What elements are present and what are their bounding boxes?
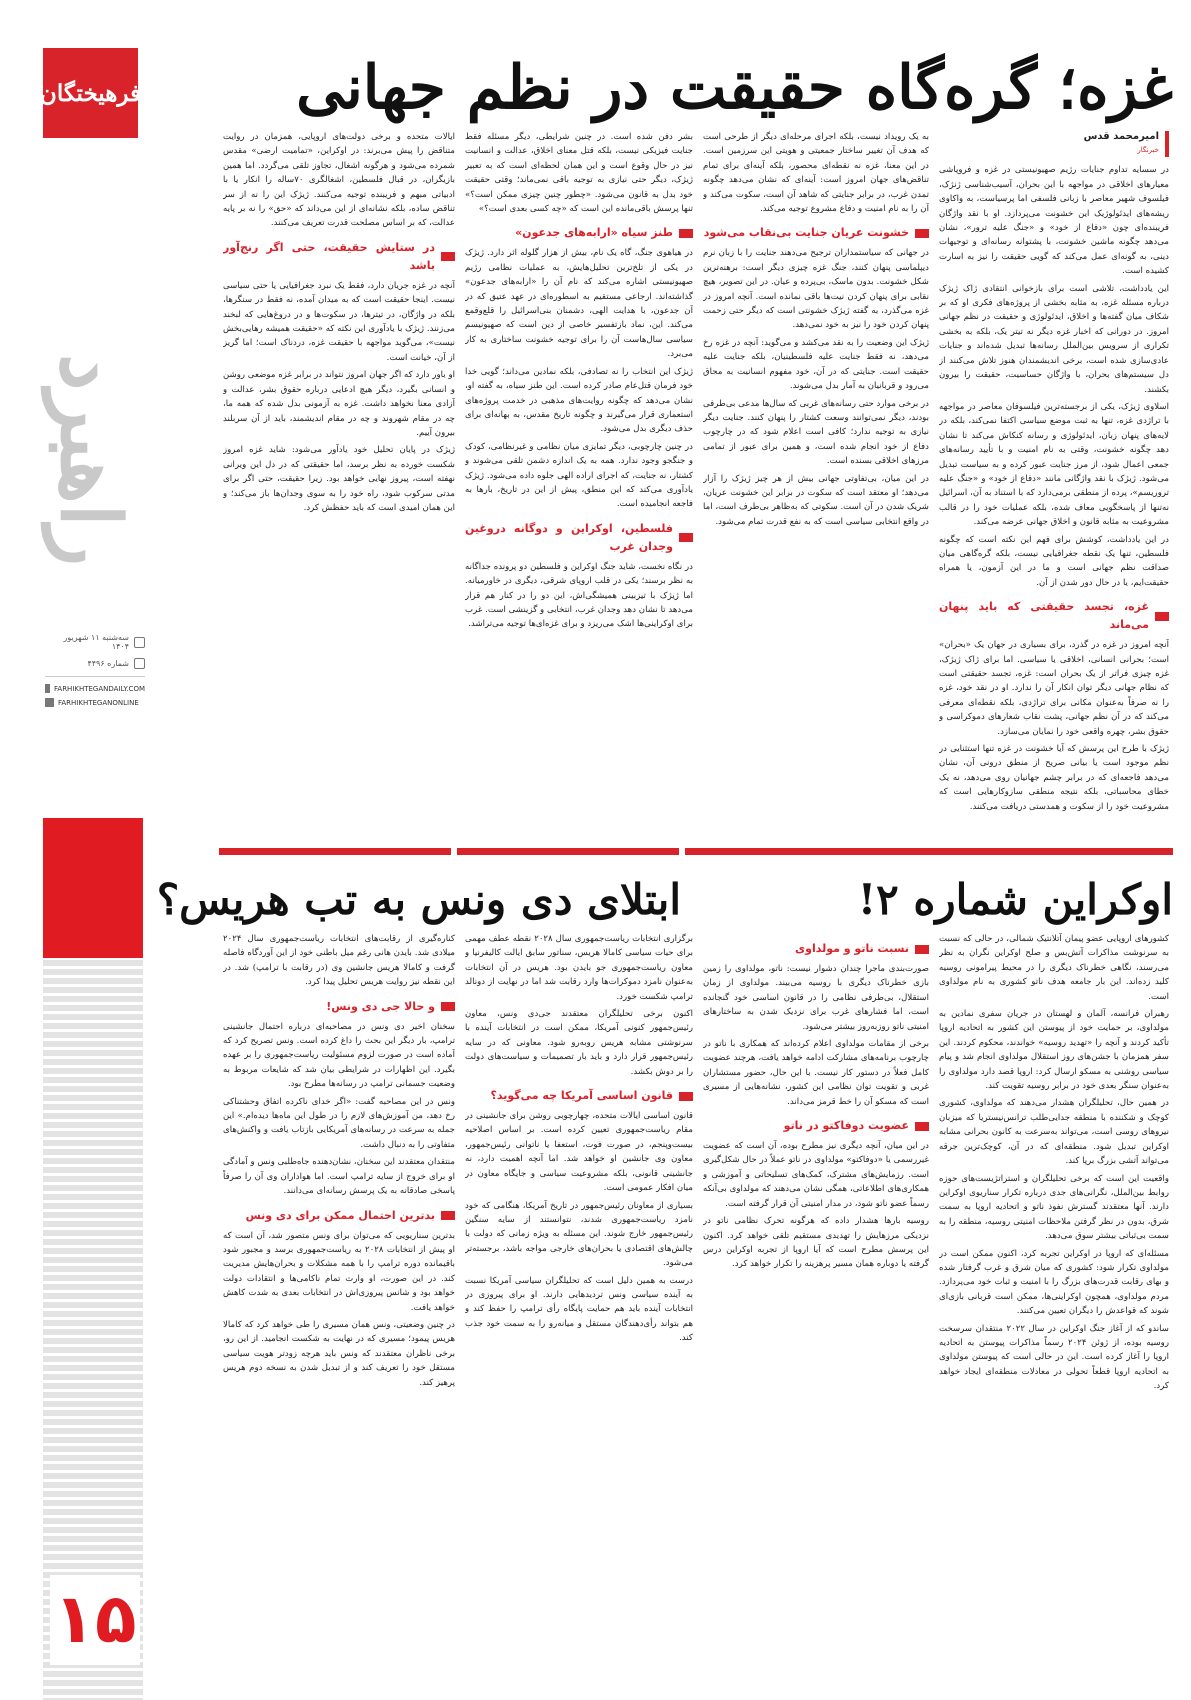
website-link[interactable]: FARHIKHTEGANDAILY.COM [54, 684, 145, 693]
author-byline [939, 130, 1169, 157]
issue-meta [45, 633, 145, 712]
issue-number: شماره ۴۴۹۶ [87, 659, 129, 668]
subheading: طنز سیاه «ارابه‌های جدعون» [465, 224, 693, 242]
paragraph: ونس در این مصاحبه گفت: «اگر خدای ناکرده اتفاق وحشتناکی رخ دهد، من آموزش‌های لازم را در طول این ماه‌ها دیده‌ام.» این جمله به سرعت در رسانه‌های آمریکایی بازتاب یافت و واکنش‌های متفاوتی را به دنبال داشت. [223, 1096, 455, 1150]
paragraph: او باور دارد که اگر جهان امروز نتواند در برابر غزه موضعی روشن و انسانی بگیرد، دیگر هیچ ادعایی درباره حقوق بشر، عدالت و آزادی معنا نخواهد داشت. غزه به آزمونی بدل شده که همه ما، چه در مقام شهروند و چه در مقام اندیشمند، باید از آن سربلند بیرون آییم. [223, 370, 455, 438]
issue-row [45, 658, 145, 669]
subheading: فلسطین، اوکراین و دوگانه دروغین وجدان غرب [465, 520, 693, 556]
paragraph: بسیاری از معاونان رئیس‌جمهور در تاریخ آمریکا، هنگامی که خود نامزد ریاست‌جمهوری شدند، نتوانستند از سایه سنگین رئیس‌جمهور خارج شوند. این مسئله به ویژه زمانی که دولت با چالش‌های اقتصادی یا بحران‌های خارجی مواجه باشد، برجسته‌تر می‌شود. [465, 1200, 693, 1269]
paragraph: منتقدان معتقدند این سخنان، نشان‌دهنده جاه‌طلبی ونس و آمادگی او برای خروج از سایه ترامپ است. اما هواداران وی آن را صرفاً پاسخی صادقانه به یک پرسش رسانه‌ای می‌دانند. [223, 1157, 455, 1197]
paragraph: در جهانی که سیاستمداران ترجیح می‌دهند جنایت را با زبان نرم دیپلماسی پنهان کنند، جنگ غزه چیزی دیگر است: برهنه‌ترین شکل خشونت. بدون ماسک، بی‌پرده و عیان. در این تصویر، هیچ نقابی برای پنهان کردن نیت‌ها باقی نمانده است. آنچه امروز در غزه می‌گذرد، به گفته ژیژک خشونتی است که دیگر حتی زحمت پنهان کردن خود را نیز به خود نمی‌دهد. [703, 248, 929, 331]
section-rule [219, 848, 451, 855]
issue-date: سه‌شنبه ۱۱ شهریور ۱۴۰۴ [63, 633, 129, 651]
paragraph: در همین حال، تحلیلگران هشدار می‌دهند که مولداوی، کشوری کوچک و شکننده با منطقه جدایی‌طلب ترانس‌نیستریا که میزبان نیروهای روسی است، می‌تواند به‌سرعت به کانون بحرانی مشابه اوکراین تبدیل شود. منطقه‌ای که در آن، کوچک‌ترین جرقه می‌تواند آتشی بزرگ برپا کند. [939, 1098, 1169, 1167]
paragraph: اکنون برخی تحلیلگران معتقدند جی‌دی ونس، معاون رئیس‌جمهور کنونی آمریکا، ممکن است در انتخابات آینده با سرنوشتی مشابه هریس روبه‌رو شود. معاونی که در سایه رئیس‌جمهور قرار دارد و باید بار تصمیمات و سیاست‌های دولت را بر دوش بکشد. [465, 1009, 693, 1077]
paragraph: در چنین چارچوبی، دیگر تمایزی میان نظامی و غیرنظامی، کودک و جنگجو وجود ندارد. همه به یک اندازه دشمن تلقی می‌شوند و کشتار، نه جنایت، که اجرای اراده الهی جلوه داده می‌شود. ژیژک یادآوری می‌کند که این منطق، پیش از این در تاریخ، بارها به فاجعه انجامیده است. [465, 441, 693, 510]
paragraph: روسیه بارها هشدار داده که هرگونه تحرک نظامی ناتو در نزدیکی مرزهایش را تهدیدی مستقیم تلقی خواهد کرد. اکنون این پرسش مطرح است که آیا اروپا از تجربه اوکراین درس گرفته یا دوباره همان مسیر پرهزینه را تکرار خواهد کرد. [703, 1216, 929, 1270]
lead-column-2 [703, 130, 929, 838]
subheading: خشونت عریان جنایت بی‌نقاب می‌شود [703, 224, 929, 242]
social-icon [45, 698, 54, 707]
paragraph: آنچه در غزه جریان دارد، فقط یک نبرد جغرافیایی یا حتی سیاسی نیست. اینجا حقیقت است که به میدان آمده، نه فقط در سنگرها، بلکه در واژگان، در تیترها، در سکوت‌ها و در دروغ‌هایی که لبخند می‌زنند. ژیژک با یادآوری این نکته که «حقیقت همیشه رهایی‌بخش نیست»، می‌گوید مواجهه با حقیقت غزه، دردناک است؛ اما گریز از آن، خیانت است. [223, 280, 455, 363]
story3-column-2 [223, 932, 455, 1684]
paragraph: صورت‌بندی ماجرا چندان دشوار نیست: ناتو، مولداوی را زمین بازی خطرناک دیگری با روسیه می‌بیند. مولداوی از زمان استقلال، بی‌طرفی نظامی را در قانون اساسی خود گنجانده است، اما فشارهای غرب برای نزدیک شدن به ساختارهای امنیتی ناتو روزبه‌روز بیشتر می‌شود. [703, 964, 929, 1032]
date-row [45, 633, 145, 651]
subheading: بدترین احتمال ممکن برای دی ونس [223, 1207, 455, 1225]
paragraph: ژیژک این انتخاب را نه تصادفی، بلکه نمادین می‌داند؛ گویی خدا خود فرمان قتل‌عام صادر کرده است. این طنز سیاه، به گفته او، نشان می‌دهد که چگونه روایت‌های مذهبی در خدمت پروژه‌های استعماری قرار می‌گیرند و چگونه تاریخ مقدس، به بهانه‌ای برای حذف دیگری بدل می‌شود. [465, 366, 693, 435]
story3-column-1 [465, 932, 693, 1684]
author-role: خبرنگار [1137, 146, 1159, 154]
subheading: غزه، تجسد حقیقتی که باید پنهان می‌ماند [939, 598, 1169, 634]
website-row[interactable] [45, 684, 145, 693]
social-row[interactable] [45, 698, 145, 707]
calendar-icon [134, 637, 145, 648]
subheading: عضویت دوفاکتو در ناتو [703, 1117, 929, 1135]
paragraph: آنچه امروز در غزه در گذرد، برای بسیاری در جهان یک «بحران» است؛ بحرانی انسانی، اخلاقی یا سیاسی. اما برای ژاک ژیژک، غزه چیزی فراتر از یک بحران است: غزه، تجسد حقیقتی است که نظام جهانی دیگر توان انکار آن را ندارد. او در نقد خود، غزه را نه صرفاً به‌عنوان مکانی برای تراژدی، بلکه نقطه‌ای معرفی می‌کند که در آن نظم جهانی، پشت نقاب شعارهای دموکراسی و حقوق بشر، چهره واقعی خود را نمایان می‌سازد. [939, 640, 1169, 737]
paragraph: قانون اساسی ایالات متحده، چهارچوبی روشن برای جانشینی در مقام ریاست‌جمهوری تعیین کرده است. بر اساس اصلاحیه بیست‌وپنجم، در صورت فوت، استعفا یا ناتوانی رئیس‌جمهور، معاون وی جانشین او خواهد شد. اما آنچه اهمیت دارد، نه جانشینی قانونی، بلکه مشروعیت سیاسی و جایگاه معاون در میان افکار عمومی است. [465, 1111, 693, 1194]
globe-icon [45, 684, 50, 693]
paragraph: برگزاری انتخابات ریاست‌جمهوری سال ۲۰۲۸ نقطه عطف مهمی برای حیات سیاسی کامالا هریس، سناتور سابق ایالت کالیفرنیا و معاون ریاست‌جمهوری جو بایدن بود. هریس در آن انتخابات به‌عنوان نامزد دموکرات‌ها وارد رقابت شد اما در نهایت از دونالد ترامپ شکست خورد. [465, 934, 693, 1002]
paragraph: درست به همین دلیل است که تحلیلگران سیاسی آمریکا نسبت به آینده سیاسی ونس تردیدهایی دارند. او برای پیروزی در انتخابات آینده باید هم حمایت پایگاه رأی ترامپ را حفظ کند و هم بتواند رأی‌دهندگان مستقل و میانه‌رو را به سمت خود جذب کند. [465, 1275, 693, 1344]
sidebar [0, 0, 155, 1700]
paragraph: در این میان، بی‌تفاوتی جهانی بیش از هر چیز ژیژک را آزار می‌دهد؛ او معتقد است که سکوت در برابر این خشونت عریان، شریک شدن در آن است. سکوتی که به‌ظاهر بی‌طرف است، اما در واقع انتخابی سیاسی است که به نفع قدرت تمام می‌شود. [703, 473, 929, 527]
paragraph: رهبران فرانسه، آلمان و لهستان در جریان سفری نمادین به مولداوی، بر حمایت خود از پیوستن این کشور به اتحادیه اروپا تأکید کردند و آنچه را «تهدید روسیه» خواندند، محکوم کردند. این سفر همزمان با جشن‌های روز استقلال مولداوی انجام شد و پیام سیاسی روشنی به مسکو ارسال کرد: اروپا قصد دارد مولداوی را به‌عنوان سنگر بعدی خود در برابر روسیه تقویت کند. [939, 1009, 1169, 1092]
lead-column-4 [223, 130, 455, 838]
page-number: ۱۵ [50, 1575, 140, 1665]
paragraph: این یادداشت، تلاشی است برای بازخوانی انتقادی ژاک ژیژک درباره مسئله غزه، به‌ مثابه بخشی از پروژه‌های فکری او که بر شکاف میان گفته‌ها و اخلاق، ایدئولوژی و حقیقت در نظم جهانی امروز. در دورانی که اخبار غزه دیگر نه تیتر یک، بلکه به بخشی تکراری از سرویس بین‌الملل رسانه‌ها تبدیل شده‌اند و جنایات عادی‌سازی شده است، برخی اندیشمندان هنوز تلاش می‌کنند از دل سیستم‌های بحران، با واژگان حساسیت، حقیقت را بیرون بکشند. [939, 283, 1169, 395]
paragraph: در برخی موارد حتی رسانه‌های غربی که سال‌ها مدعی بی‌طرفی بودند، دیگر نمی‌توانند وسعت کشتار را پنهان کنند. جنایت دیگر نیازی به توجیه ندارد؛ کافی است اعلام شود که در چارچوب دفاع از خود انجام شده است، و همین برای عبور از تمامی مرزهای اخلاقی بسنده است. [703, 398, 929, 467]
byline-bar [1165, 131, 1169, 157]
social-handle[interactable]: FARHIKHTEGANONLINE [58, 698, 139, 707]
paragraph: ساندو که از آغاز جنگ اوکراین در سال ۲۰۲۲ منتقدان سرسخت روسیه بوده، از ژوئن ۲۰۲۴ رسماً مذاکرات پیوستن به اتحادیه اروپا را آغاز کرده است. این در حالی است که پیوستن مولداوی به اتحادیه اروپا قطعاً تحولی در معادلات منطقه‌ای ایجاد خواهد کرد. [939, 1323, 1169, 1392]
section-rule [457, 848, 679, 855]
lead-column-3 [465, 130, 693, 838]
paragraph: کناره‌گیری از رقابت‌های انتخابات ریاست‌جمهوری سال ۲۰۲۴ میلادی شد. بایدن هانی رغم میل باطنی خود از این آوردگاه فاصله گرفت و کامالا هریس جانشین وی (در رقابت با ترامپ) شد. در این نقطه نیز روایت هریس تحلیل پیدا کرد. [223, 934, 455, 988]
vance-headline: ابتلای دی ونس به تب هریس؟ [156, 875, 681, 924]
red-color-block [43, 818, 143, 958]
paragraph: در چنین وضعیتی، ونس همان مسیری را طی خواهد کرد که کامالا هریس پیمود؛ مسیری که در نهایت به شکست انجامید. از این رو، برخی ناظران معتقدند که ونس باید هرچه زودتر هویت سیاسی مستقل خود را تعریف کند و از تبدیل شدن به نسخه دوم هریس پرهیز کند. [223, 1319, 455, 1388]
paragraph: واقعیت این است که برخی تحلیلگران و استراتژیست‌های حوزه روابط بین‌الملل، نگرانی‌های جدی درباره تکرار سناریوی اوکراین دارند. آنها معتقدند گسترش نفوذ ناتو و اتحادیه اروپا به سمت شرق، بدون در نظر گرفتن ملاحظات امنیتی روسیه، منطقه را به سمت بی‌ثباتی بیشتر سوق می‌دهد. [939, 1173, 1169, 1242]
subheading: و حالا جی دی ونس! [223, 998, 455, 1016]
story2-column-2 [703, 932, 929, 1684]
paragraph: برخی از مقامات مولداوی اعلام کرده‌اند که همکاری با ناتو در چارچوب برنامه‌های مشارکت ادامه خواهد یافت، هرچند عضویت کامل فعلاً در دستور کار نیست. با این حال، حضور مستشاران غربی و تقویت توان نظامی این کشور، نشانه‌هایی از مسیری است که مسکو آن را خط قرمز می‌داند. [703, 1039, 929, 1107]
newspaper-icon [134, 658, 145, 669]
paragraph: مسئله‌ای که اروپا در اوکراین تجربه کرد، اکنون ممکن است در مولداوی تکرار شود: کشوری که میان شرق و غرب گرفتار شده و بهای رقابت قدرت‌های بزرگ را با امنیت و ثبات خود می‌پردازد. مردم مولداوی، همچون اوکراینی‌ها، ممکن است قربانی بازی‌ای شوند که قواعدش را دیگران تعیین می‌کنند. [939, 1248, 1169, 1317]
ukraine-headline: اوکراین شماره ۲! [857, 875, 1173, 924]
paragraph: ژیژک با طرح این پرسش که آیا خشونت در غزه تنها استثنایی در نظم موجود است یا بیانی صریح از منطق درونی آن، نشان می‌دهد فاجعه‌ای که در برابر چشم جهانیان روی می‌دهد، نه یک خطای محاسباتی، بلکه نتیجه منطقی سازوکارهایی است که مشروعیت خود را از سکوت و همدستی دریافت می‌کنند. [939, 744, 1169, 812]
paragraph: ژیژک در پایان تحلیل خود یادآور می‌شود: شاید غزه امروز شکست خورده به نظر برسد، اما حقیقتی که در دل این ویرانی نهفته است، پیروز نهایی خواهد بود. زیرا حقیقت، حتی اگر برای مدتی سرکوب شود، راه خود را به سوی وجدان‌ها باز می‌کند؛ و این همان امیدی است که باید حفظش کرد. [223, 445, 455, 513]
author-name: امیرمحمد قدس [1083, 131, 1159, 142]
paragraph: در این یادداشت، کوشش برای فهم این نکته است که چگونه فلسطین، تنها یک نقطه جغرافیایی نیست، بلکه گره‌گاهی میان صداقت نظم جهانی است و ما در این آزمون، یا همراه حقیقت‌ایم، یا در حال دور شدن از آن. [939, 534, 1169, 588]
story2-column-1 [939, 932, 1169, 1684]
paragraph: ژیژک این وضعیت را به نقد می‌کشد و می‌گوید: آنچه در غزه رخ می‌دهد، نه فقط جنایت علیه فلسطینیان، بلکه جنایت علیه حقیقت است. جنایتی که در آن، خود مفهوم انسانیت به محاق می‌رود و قربانیان به آمار بدل می‌شوند. [703, 337, 929, 392]
paragraph: بدترین سناریویی که می‌توان برای ونس متصور شد، آن است که او پیش از انتخابات ۲۰۲۸ به ریاست‌جمهوری برسد و مجبور شود باقیمانده دوره ترامپ را با همه مشکلات و بحران‌هایش مدیریت کند. در این صورت، او وارث تمام ناکامی‌ها و انتقادات دولت خواهد بود و شانس پیروزی‌اش در انتخابات بعدی به شدت کاهش خواهد یافت. [223, 1230, 455, 1313]
lead-column-1 [939, 130, 1169, 838]
paragraph: در هیاهوی جنگ، گاه یک نام، بیش از هزار گلوله اثر دارد. ژیژک در یکی از تلخ‌ترین تحلیل‌هایش، به عملیات نظامی رژیم صهیونیستی اشاره می‌کند که نام آن را «ارابه‌های جدعون» گذاشته‌اند. ارجاعی مستقیم به اسطوره‌ای در عهد عتیق که در آن جدعون، با هدایت الهی، دشمنان بنی‌اسرائیل را قلع‌وقمع می‌کند. این، نماد بازتفسیر خاصی از دین است که صهیونیسم سیاسی سال‌هاست آن را برای توجیه خشونت ساختاری به کار می‌برد. [465, 248, 693, 360]
subheading: نسبت ناتو و مولداوی [703, 940, 929, 958]
logo-text: فرهیختگان [39, 79, 142, 107]
paragraph: کشورهای اروپایی عضو پیمان آتلانتیک شمالی، در حالی که نسبت به سرنوشت مذاکرات آتش‌بس و صلح اوکراین نگران به نظر می‌رسند، نگاهی خطرناک دیگری را در محیط پیرامونی روسیه کلید زده‌اند. این بار جامعه هدف ناتو کشوری به نام مولداوی است. [939, 934, 1169, 1002]
section-rule [685, 848, 1173, 855]
paragraph: در سسایه تداوم جنایات رژیم صهیونیستی در غزه و فروپاشی معیارهای اخلاقی در مواجهه با این بحران، آسیب‌شناسی ژنژک، فیلسوف شهیر معاصر با زبانی فلسفی اما پرسیاست، به واکاوی ریشه‌های ایدئولوژیک این خشونت می‌پردازد. او با نقد واژگان فریبنده‌ای چون «دفاع از خود» و «جنگ علیه ترور»، نشان می‌دهد چگونه ماشین خشونت، با پشتوانه رسانه‌ای و توجیهات دینی، به گونه‌ای عمل می‌کند که گویی حقیقت را نیز به اسارت کشیده است. [939, 165, 1169, 277]
paragraph: بشر دفن شده است. در چنین شرایطی، دیگر مسئله فقط جنایت فیزیکی نیست، بلکه قتل معنای اخلاق، عدالت و انسانیت نیز در حال وقوع است و این همان لحظه‌ای است که به تعبیر ژیژک، دیگر حتی نیازی به توجیه باقی نمی‌ماند؛ وقتی حقیقت خود بدل به قانون می‌شود. «چطور چنین چیزی ممکن است؟» تنها پرسش باقی‌مانده این است که «چه کسی بعدی است؟» [465, 132, 693, 215]
paragraph: ایالات متحده و برخی دولت‌های اروپایی، همزمان در روایت متناقض را پیش می‌برند: در اوکراین، «تمامیت ارضی» مقدس شمرده می‌شود و هرگونه اشغال، تجاوز تلقی می‌گردد. اما همین بازیگران، در قبال فلسطین، اشغالگری ۷۰ساله را انکار یا با ادبیاتی مبهم و فریبنده توجیه می‌کنند. ژیژک این را نه از سر تناقض ساده، بلکه نشانه‌ای از این می‌داند که «حق» را نه بر پایه عدالت، که بر اساس مصلحت قدرت تعریف می‌کنند. [223, 132, 455, 229]
paragraph: در این میان، آنچه دیگری نیز مطرح بوده، آن است که عضویت غیررسمی یا «دوفاکتو» مولداوی در ناتو عملاً در حال شکل‌گیری است. رزمایش‌های مشترک، کمک‌های تسلیحاتی و آموزشی و همکاری‌های اطلاعاتی، همگی نشان می‌دهند که مولداوی بی‌آنکه رسماً عضو ناتو شود، در مدار امنیتی آن قرار گرفته است. [703, 1141, 929, 1209]
divider [45, 676, 145, 677]
paragraph: سخنان اخیر دی ونس در مصاحبه‌ای درباره احتمال جانشینی ترامپ، بار دیگر این بحث را داغ کرده است. ونس تصریح کرد که آماده است در صورت لزوم مسئولیت ریاست‌جمهوری را بر عهده بگیرد. این اظهارات در شرایطی بیان شد که شایعات مربوط به وضعیت جسمانی ترامپ در رسانه‌ها مطرح بود. [223, 1021, 455, 1090]
section-label-text: راهبرد [42, 353, 138, 567]
paragraph: اسلاوی ژیژک، یکی از برجسته‌ترین فیلسوفان معاصر در مواجهه با تراژدی غزه، تنها به ثبت موضع سیاسی اکتفا نمی‌کند، بلکه در لایه‌های پنهان زبان، ایدئولوژی و رسانه کنکاش می‌کند تا نشان دهد چگونه خشونت، وقتی به نام امنیت و با تأیید رسانه‌های جمعی اعمال شود، از مرز جنایت عبور کرده و به سیاست تبدیل می‌شود. ژیژک با نقد واژگانی مانند «دفاع از خود» و «جنگ علیه تروریسم»، پرده از منطقی برمی‌دارد که با استناد به آن، اسرائیل نه‌تنها از پاسخگویی معاف شده، بلکه عملیات خود را در قالب مشروعیت به‌ مثابه قانون و اخلاق جهانی عرضه می‌کند. [939, 401, 1169, 528]
section-label [42, 300, 138, 620]
subheading: در ستایش حقیقت، حتی اگر رنج‌آور باشد [223, 239, 455, 275]
masthead-logo[interactable] [39, 48, 142, 138]
lead-headline: غزه؛ گره‌گاه حقیقت در نظم جهانی [296, 53, 1173, 123]
paragraph: به یک رویداد نیست، بلکه اجرای مرحله‌ای دیگر از طرحی است که هدف آن تغییر ساختار جمعیتی و هویتی این سرزمین است. در این معنا، غزه نه نقطه‌ای محصور، بلکه آینه‌ای برای تمام تناقض‌های جهان امروز است: آینه‌ای که نشان می‌دهد چگونه تمدن غرب، در برابر جنایتی که شاهد آن است، سکوت می‌کند و آن را به نام امنیت و دفاع مشروع توجیه می‌کند. [703, 132, 929, 215]
subheading: قانون اساسی آمریکا چه می‌گوید؟ [465, 1087, 693, 1105]
paragraph: در نگاه نخست، شاید جنگ اوکراین و فلسطین دو پرونده جداگانه به نظر برسند؛ یکی در قلب اروپای شرقی، دیگری در خاورمیانه. اما ژیژک با تیزبینی همیشگی‌اش، این دو را در کنار هم قرار می‌دهد تا نشان دهد وجدان غرب، انتخابی و گزینشی است. غرب برای اوکراینی‌ها اشک می‌ریزد و برای غزه‌ای‌ها توجیه می‌تراشد. [465, 561, 693, 630]
